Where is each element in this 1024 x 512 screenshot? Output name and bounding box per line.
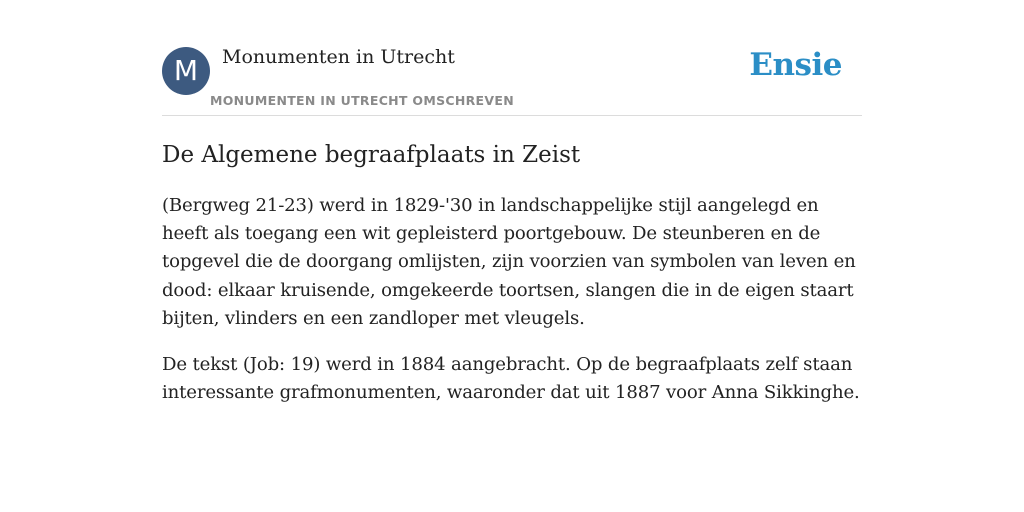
brand-logo[interactable]: Ensie [749, 47, 842, 83]
article-paragraph: De tekst (Job: 19) werd in 1884 aangebracht. Op de begraafplaats zelf staan interessante grafmonumenten, waaronder dat uit 1887 voor Anna Sikkinghe. [162, 354, 860, 404]
header [162, 0, 862, 116]
content-column [162, 0, 862, 407]
site-subtitle: MONUMENTEN IN UTRECHT OMSCHREVEN [210, 93, 514, 108]
article-paragraph: (Bergweg 21-23) werd in 1829-'30 in landschappelijke stijl aangelegd en heeft als toegang een wit gepleisterd poortgebouw. De steunberen en de topgevel die de doorgang omlijsten, zijn voorzien van symbolen van leven en dood: elkaar kruisende, omgekeerde toortsen, slangen die in de eigen staart bijten, vlinders en een zandloper met vleugels. [162, 195, 856, 329]
site-title[interactable]: Monumenten in Utrecht [222, 46, 455, 68]
avatar[interactable]: M [162, 47, 210, 95]
article-title: De Algemene begraafplaats in Zeist [162, 142, 581, 168]
